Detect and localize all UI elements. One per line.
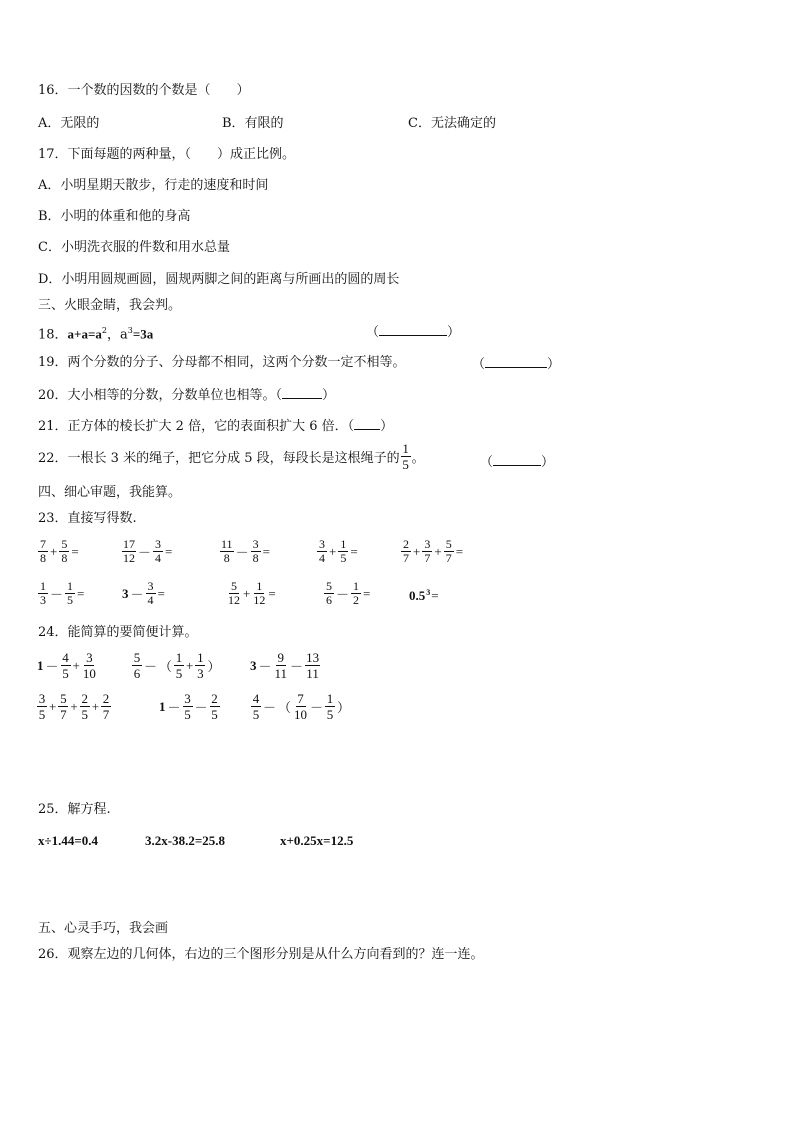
- q25-equation-2: 3.2x-38.2=25.8: [145, 833, 225, 848]
- q24-item-2: 5 6 － （ 1 5 + $\frac{1}{3}$ ）: [133, 650, 221, 681]
- section-3-heading: 三、火眼金睛，我会判。: [38, 298, 182, 313]
- q24-item-4: 3 5 + $\frac{5}{7}$ + $\frac{2}{5}$ + $\frac{2}{7}$: [38, 691, 110, 722]
- q23-item-5: 2 7 + $\frac{3}{7}$ + $\frac{5}{7}$ =: [403, 537, 464, 565]
- q19: 19．两个分数的分子、分母都不相同，这两个分数一定不相等。: [38, 355, 406, 370]
- q25-equation-3: x+0.25x=12.5: [280, 833, 354, 848]
- q23-item-2: 17 12 － $\frac{3}{4}$ =: [123, 537, 173, 565]
- q24-item-1: 1 － 4 5 + $\frac{3}{10}$: [37, 650, 96, 681]
- q25-title: 25．解方程.: [38, 802, 111, 817]
- q24-item-5: 1 － 3 5 － 2 5: [159, 691, 218, 722]
- q16-option-c[interactable]: C．无法确定的: [408, 116, 496, 131]
- section-4-heading: 四、细心审题，我能算。: [38, 485, 182, 500]
- q23-item-10: 0.5 $^3$ =: [409, 587, 439, 603]
- q23-item-9: 5 6 － $\frac{1}{2}$ =: [326, 579, 371, 607]
- q22-fraction: 1 5: [402, 441, 409, 472]
- q18-answer-blank[interactable]: （ ）: [366, 325, 461, 340]
- q21[interactable]: 21．正方体的棱长扩大 2 倍，它的表面积扩大 6 倍．（ ）: [38, 419, 394, 434]
- q17-option-c[interactable]: C．小明洗衣服的件数和用水总量: [38, 240, 230, 255]
- q23-title: 23．直接写得数.: [38, 511, 137, 526]
- section-5-heading: 五、心灵手巧，我会画: [38, 921, 169, 936]
- q24-item-6: 4 5 － （ 7 10 － 1 5 ）: [252, 691, 351, 722]
- q24-title: 24．能简算的要简便计算。: [38, 625, 198, 640]
- q22: 22．一根长 3 米的绳子，把它分成 5 段，每段长是这根绳子的 1 5 。: [38, 441, 425, 472]
- q22-answer-blank[interactable]: （ ）: [480, 455, 555, 470]
- q23-item-6: 1 3 － $\frac{1}{5}$ =: [40, 579, 85, 607]
- q25-equation-1: x÷1.44=0.4: [38, 833, 99, 848]
- q17-stem: 17．下面每题的两种量，（ ）成正比例。: [38, 147, 296, 162]
- q19-answer-blank[interactable]: （ ）: [472, 357, 561, 372]
- q23-item-8: 5 12 + $\frac{1}{12}$ =: [228, 579, 276, 607]
- q24-item-3: 3 － 9 11 － 13 11: [250, 650, 320, 681]
- q16-option-a[interactable]: A．无限的: [38, 116, 100, 131]
- q17-option-a[interactable]: A．小明星期天散步，行走的速度和时间: [38, 178, 269, 193]
- q26: 26．观察左边的几何体，右边的三个图形分别是从什么方向看到的？连一连。: [38, 947, 484, 962]
- q23-item-7: 3 － $\frac{3}{4}$ =: [122, 579, 165, 607]
- q17-option-d[interactable]: D．小明用圆规画圆，圆规两脚之间的距离与所画出的圆的周长: [38, 272, 400, 287]
- q20[interactable]: 20．大小相等的分数，分数单位也相等。（ ）: [38, 388, 336, 403]
- q17-option-b[interactable]: B．小明的体重和他的身高: [38, 209, 191, 224]
- q16-stem: 16．一个数的因数的个数是（ ）: [38, 83, 250, 98]
- q23-item-3: 11 8 － $\frac{3}{8}$ =: [221, 537, 270, 565]
- q16-option-b[interactable]: B．有限的: [222, 116, 284, 131]
- q23-item-4: 3 4 + $\frac{1}{5}$ =: [319, 537, 358, 565]
- q23-item-1: 7 8 + $\frac{5}{8}$ =: [40, 537, 79, 565]
- q18: 18．$a+a=a^2$，$a^3=3a$: [38, 326, 154, 343]
